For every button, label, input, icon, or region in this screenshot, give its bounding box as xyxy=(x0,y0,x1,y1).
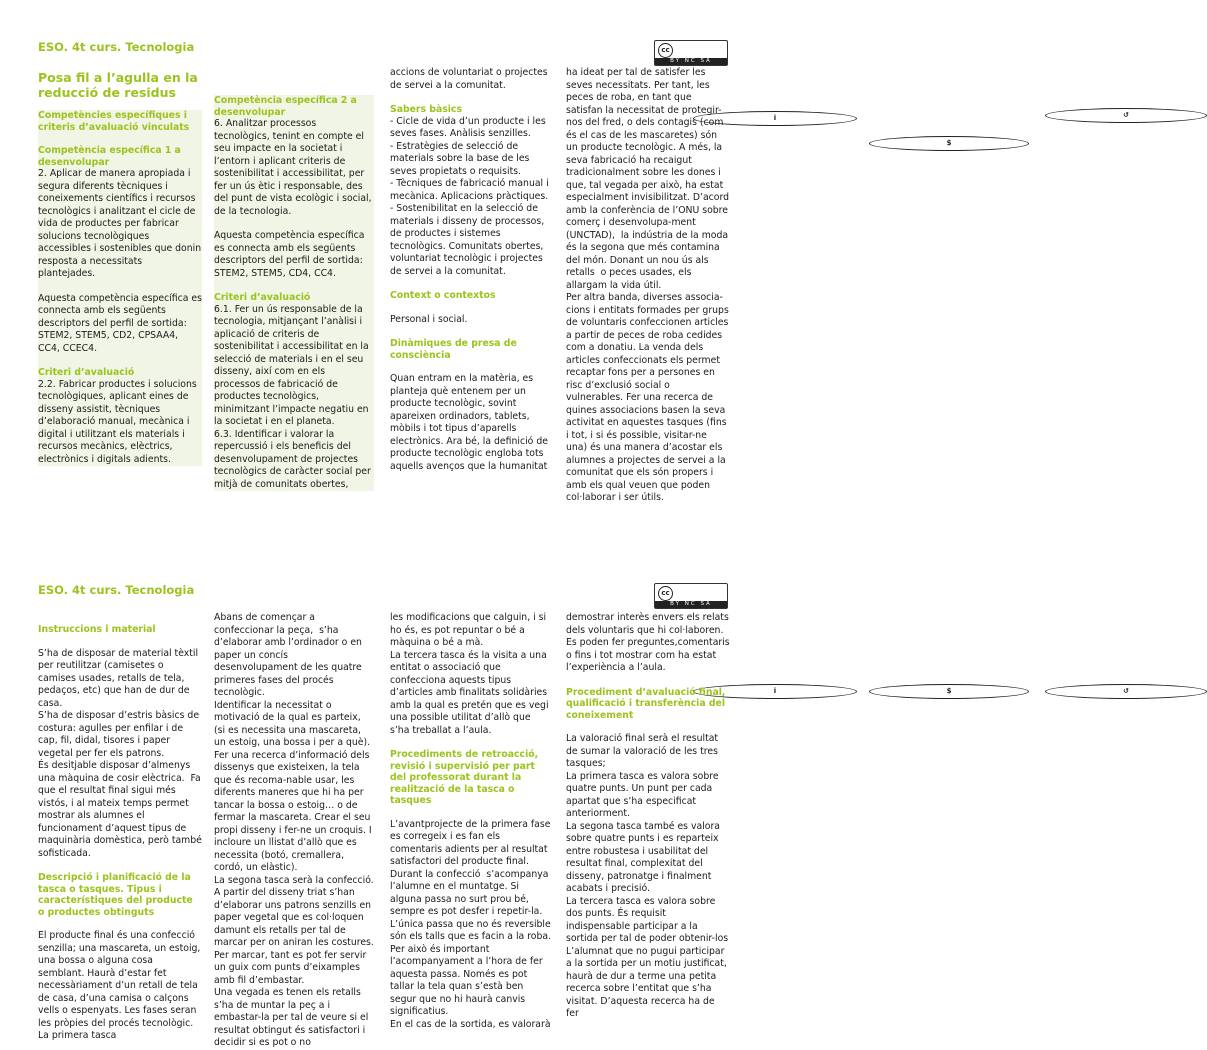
page-header: ESO. 4t curs. Tecnologia xyxy=(38,40,195,54)
section-heading: Competència específica 1 a desenvolupar xyxy=(38,145,185,168)
column-1 xyxy=(38,70,205,466)
cc-icon: cc xyxy=(658,586,673,601)
section-heading: Procediments de retroacció, revisió i supervisió per part del professorat durant la realització de la tasca o tasques xyxy=(390,749,542,806)
column-4 xyxy=(566,67,730,505)
body-text: 2. Aplicar de manera apropiada i segura diferents tècniques i coneixements científics i recursos tecnològics i analitzant el cicle de vida de productes per fabricar solucions tecnològiques accessibles i sostenibles que donin resposta a necessitats plantejades. xyxy=(38,168,205,279)
cc-license-badge xyxy=(654,583,1129,695)
body-text: ha ideat per tal de satisfer les seves necessitats. Per tant, les peces de roba, en tant que satisfan la necessitat de protegir-nos del fred, o dels contagis (com és el cas de les mascaretes) són un producte tecnològic. A més, la seva fabricació ha recaigut tradicionalment sobre les dones i que, tal vegada per això, ha estat especialment invisibilitzat. D’acord amb la conferència de l’ONU sobre comerç i desenvolupa-ment (UNCTAD), la indústria de la moda és la segona que més contamina del món. Donant un nou ús als retalls o peces usades, els allargam la vida útil. Per altra banda, diverses associa-cions i entitats formades per grups de voluntaris confeccionen articles a partir de peces de roba cedides com a donatiu. La venda dels articles confeccionats els permet recaptar fons per a persones en risc d’exclusió social o vulnerables. Fer una recerca de quines associacions basen la seva activitat en aquestes tasques (fins i tot, i si és possible, visitar-ne una) és una manera d’acostar els alumnes a projectes de servei a la comunitat que els són propers i amb els qual veuen que poden col·laborar i ser útils. xyxy=(566,67,730,503)
sharealike-icon: ↺ xyxy=(1045,684,1207,699)
body-text: Personal i social. xyxy=(390,313,468,325)
license-label: BY NC SA xyxy=(655,58,727,65)
body-text: El producte final és una confecció senzilla; una mascareta, un estoig, una bossa o alguna cosa semblant. Haurà d’estar fet necessàriament d’un retall de tela de casa, d’una camisa o calçons vells o espenyats. Les fases seran les pròpies del procés tecnològic. La primera tasca xyxy=(38,930,204,1041)
competencies-box xyxy=(38,110,205,466)
page-2 xyxy=(0,512,1129,1048)
body-text: La valoració final serà el resultat de sumar la valoració de les tres tasques; La primera tasca es valora sobre quatre punts. Un punt per cada apartat que s’ha especificat anteriorment. La segona tasca també es valora sobre quatre punts i es reparteix entre robustesa i usabilitat del resultat final, complexitat del disseny, patronatge i finalment acabats i precisió. La tercera tasca es valora sobre dos punts. És requisit indispensable participar a la sortida per tal de poder obtenir-los L’alumnat que no pugui participar a la sortida per un motiu justificat, haurà de dur a terme una petita recerca sobre l’entitat que s’ha visitat. D’aquesta recerca ha de fer xyxy=(566,733,729,1019)
attribution-icon: i xyxy=(693,684,857,699)
column-1 xyxy=(38,612,202,1043)
column-3 xyxy=(390,67,552,473)
body-text: 6. Analitzar processos tecnològics, tenint en compte el seu impacte en la societat i l’entorn i aplicant criteris de sostenibilitat i accessibilitat, per fer un ús ètic i responsable, des del punt de vista ecològic i social, de la tecnologia. xyxy=(214,118,375,217)
section-heading: Competència específica 2 a desenvolupar xyxy=(214,95,361,118)
section-heading: Instruccions i material xyxy=(38,624,156,635)
noncommercial-icon: $ xyxy=(869,136,1029,151)
section-heading: Competències específiques i criteris d’avaluació vinculats xyxy=(38,110,191,133)
body-text: Abans de començar a confeccionar la peça, s’ha d’elaborar amb l’ordinador o en paper un concís desenvolupament de les quatre primeres fases del procés tecnològic. Identificar la necessitat o motivació de la qual es parteix, (si es necessita una mascareta, un estoig, una bossa i per a què). Fer una recerca d’informació dels dissenys que existeixen, la tela que és recoma-nable usar, les diferents maneres que hi ha per tancar la bossa o estoig… o de fermar la mascareta. Crear el seu propi disseny i fer-ne un croquis. I incloure un llistat d’allò que es necessita (botó, cremallera, cordó, un elàstic). La segona tasca serà la confecció. A partir del disseny triat s’han d’elaborar uns patrons senzills en paper vegetal que es col·loquen damunt els retalls per tal de marcar per on aniran les costures. Per marcar, tant es pot fer servir un guix com punts d’eixamples amb fil d’embastar. Una vegada es tenen els retalls s’ha de muntar la peç a i embastar-la per tal de veure si el resultat obtingut és satisfactori i decidir si es pot o no xyxy=(214,612,374,1048)
section-heading: Criteri d’avaluació xyxy=(38,367,135,378)
section-heading: Sabers bàsics xyxy=(390,104,462,115)
column-2 xyxy=(214,95,374,491)
document-title: Posa fil a l’agulla en la reducció de residus xyxy=(38,70,203,100)
noncommercial-icon: $ xyxy=(869,684,1029,699)
section-heading: Procediment d’avaluació final, qualificació i transferència del coneixement xyxy=(566,686,729,721)
body-text: 6.1. Fer un ús responsable de la tecnologia, mitjançant l’anàlisi i aplicació de criteris de sostenibilitat i accessibilitat en la selecció de materials i en el seu disseny, així com en els processos de fabricació de productes tecnològics, minimitzant l’impacte negatiu en la societat i en el planeta. 6.3. Identificar i valorar la repercussió i els beneficis del desenvolupament de projectes tecnològics de caràcter social per mitjà de comunitats obertes, xyxy=(214,303,371,490)
cc-icon: cc xyxy=(658,43,673,58)
body-text: Aquesta competència específica es connecta amb els següents descriptors del perfil de sortida: STEM2, STEM5, CD4, CC4. xyxy=(214,230,368,279)
attribution-icon: i xyxy=(693,111,857,126)
column-2 xyxy=(214,612,374,1050)
body-text: L’avantprojecte de la primera fase es corregeix i es fan els comentaris adients per al resultat satisfactori del producte final. Durant la confecció s’acompanya l’alumne en el muntatge. Si alguna passa no surt prou bé, sempre es pot desfer i repetir-la. L’única passa que no és reversible són els talls que es facin a la roba. Per això és important l’acompanyament a l’hora de fer aquesta passa. Només es pot tallar la tela quan s’està ben segur que no hi haurà canvis significatius. En el cas de la sortida, es valorarà xyxy=(390,818,552,1030)
page-header: ESO. 4t curs. Tecnologia xyxy=(38,583,195,597)
license-label: BY NC SA xyxy=(655,601,727,608)
body-text: les modificacions que calguin, i si ho és, es pot repuntar o bé a màquina o bé a mà. La tercera tasca és la visita a una entitat o associació que confecciona aquests tipus d’articles amb finalitats solidàries amb la qual es pretén que es vegi una possible utilitat d’allò que s’ha treballat a l’aula. xyxy=(390,612,549,736)
cc-license-badge xyxy=(654,40,1129,147)
section-heading: Criteri d’avaluació xyxy=(214,292,311,303)
body-text: S’ha de disposar de material tèxtil per reutilitzar (camisetes o camises usades, retalls de tela, pedaços, etc) que han de dur de casa. S’ha de disposar d’estris bàsics de costura: agulles per enfilar i de cap, fil, didal, tisores i paper vegetal per fer els patrons. És desitjable disposar d’almenys una màquina de cosir elèctrica. Fa que el resultat final sigui més vistós, i al mateix temps permet mostrar als alumnes el funcionament d’aquest tipus de maquinària domèstica, però també sofisticada. xyxy=(38,647,202,859)
section-heading: Descripció i planificació de la tasca o tasques. Tipus i característiques del producte o productes obtinguts xyxy=(38,872,196,918)
section-heading: Context o contextos xyxy=(390,290,496,301)
body-text: accions de voluntariat o projectes de servei a la comunitat. xyxy=(390,67,551,91)
body-text: - Cicle de vida d’un producte i les seves fases. Anàlisis senzilles. - Estratègies de selecció de materials sobre la base de les seves propietats o requisits. - Tècniques de fabricació manual i mecànica. Aplicacions pràctiques. - Sostenibilitat en la selecció de materials i disseny de processos, de productes i sistemes tecnològics. Comunitats obertes, voluntariat tecnològic i projectes de servei a la comunitat. xyxy=(390,115,549,277)
section-heading: Dinàmiques de presa de consciència xyxy=(390,338,521,361)
body-text: Quan entram en la matèria, es planteja què entenem per un producte tecnològic, sovint apareixen ordinadors, tablets, mòbils i tot tipus d’aparells electrònics. Ara bé, la definició de producte tecnològic engloba tots aquells avenços que la humanitat xyxy=(390,373,551,472)
column-3 xyxy=(390,612,552,1031)
body-text: demostrar interès envers els relats dels voluntaris que hi col·laboren. Es poden fer preguntes,comentaris o fins i tot mostrar com ha estat l’experiència a l’aula. xyxy=(566,612,733,673)
sharealike-icon: ↺ xyxy=(1045,108,1207,123)
body-text: Aquesta competència específica es connecta amb els següents descriptors del perfil de sortida: STEM2, STEM5, CD2, CPSAA4, CC4, CCEC4. xyxy=(38,292,205,354)
page-1 xyxy=(0,0,1129,512)
column-4 xyxy=(566,612,733,1021)
body-text: 2.2. Fabricar productes i solucions tecnològiques, aplicant eines de disseny assistit, tècniques d’elaboració manual, mecànica i digital i utilitzant els materials i recursos mecànics, elèctrics, electrònics i digitals adients. xyxy=(38,378,200,465)
